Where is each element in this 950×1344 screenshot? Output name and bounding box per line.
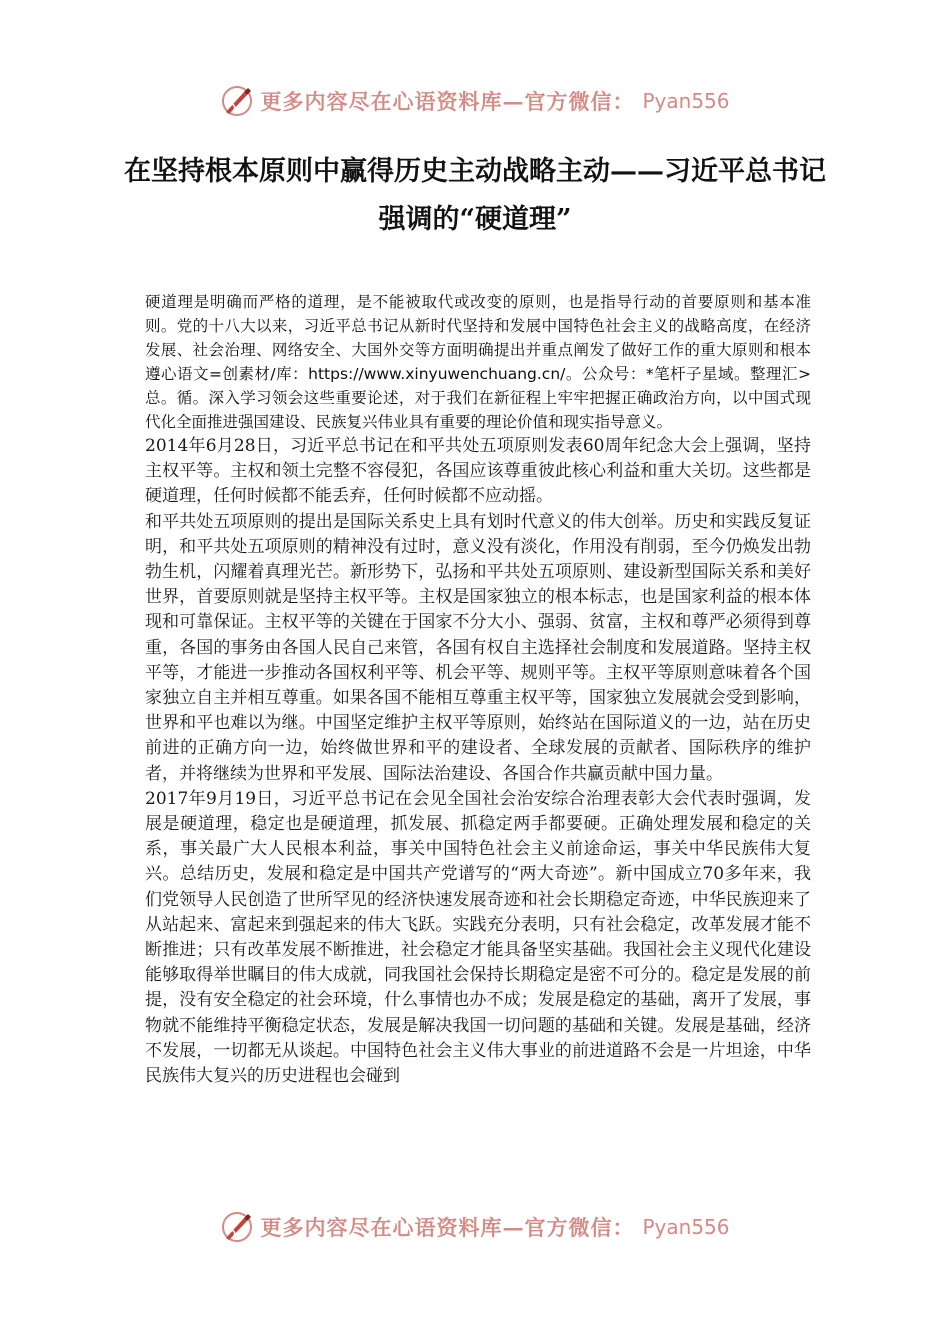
article-summary: 硬道理是明确而严格的道理，是不能被取代或改变的原则，也是指导行动的首要原则和基本准则。党的十八大以来，习近平总书记从新时代坚持和发展中国特色社会主义的战略高度，在经济发展、社会治理、网络安全、大国外交等方面明确提出并重点阐发了做好工作的重大原则和根本遵心语文=创素材/库：https://www.xinyuwenchuang.cn/。公众号：*笔杆子星域。整理汇>总。循。深入学习领会这些重要论述，对于我们在新征程上牢牢把握正确政治方向，以中国式现代化全面推进强国建设、民族复兴伟业具有重要的理论价值和现实指导意义。 xyxy=(145,293,811,431)
banner-text: 更多内容尽在心语资料库—官方微信： xyxy=(260,1215,635,1240)
footer-banner xyxy=(0,1210,950,1244)
wechat-id: Pyan556 xyxy=(642,1215,730,1239)
article-paragraph: 2017年9月19日，习近平总书记在会见全国社会治安综合治理表彰大会代表时强调，发展是硬道理，稳定也是硬道理，抓发展、抓稳定两手都要硬。正确处理发展和稳定的关系，事关最广大人民根本利益，事关中国特色社会主义前途命运，事关中华民族伟大复兴。总结历史，发展和稳定是中国共产党谱写的“两大奇迹”。新中国成立70多年来，我们党领导人民创造了世所罕见的经济快速发展奇迹和社会长期稳定奇迹，中华民族迎来了从站起来、富起来到强起来的伟大飞跃。实践充分表明，只有社会稳定，改革发展才能不断推进；只有改革发展不断推进，社会稳定才能具备坚实基础。我国社会主义现代化建设能够取得举世瞩目的伟大成就，同我国社会保持长期稳定是密不可分的。稳定是发展的前提，没有安全稳定的社会环境，什么事情也办不成；发展是稳定的基础，离开了发展，事物就不能维持平衡稳定状态，发展是解决我国一切问题的基础和关键。发展是基础，经济不发展，一切都无从谈起。中国特色社会主义伟大事业的前进道路不会是一片坦途，中华民族伟大复兴的历史进程也会碰到 xyxy=(145,788,811,1087)
pen-circle-logo-icon xyxy=(220,1210,254,1244)
header-banner xyxy=(0,84,950,118)
pen-circle-logo-icon xyxy=(220,84,254,118)
banner-text: 更多内容尽在心语资料库—官方微信： xyxy=(260,89,635,114)
wechat-id: Pyan556 xyxy=(642,89,730,113)
article-paragraph: 2014年6月28日，习近平总书记在和平共处五项原则发表60周年纪念大会上强调，坚持主权平等。主权和领土完整不容侵犯，各国应该尊重彼此核心利益和重大关切。这些都是硬道理，任何时候都不能丢弃，任何时候都不应动摇。 xyxy=(145,436,811,507)
article-body xyxy=(145,290,811,1089)
article-paragraph: 和平共处五项原则的提出是国际关系史上具有划时代意义的伟大创举。历史和实践反复证明，和平共处五项原则的精神没有过时，意义没有淡化，作用没有削弱，至今仍焕发出勃勃生机，闪耀着真理光芒。新形势下，弘扬和平共处五项原则、建设新型国际关系和美好世界，首要原则就是坚持主权平等。主权是国家独立的根本标志，也是国家利益的根本体现和可靠保证。主权平等的关键在于国家不分大小、强弱、贫富，主权和尊严必须得到尊重，各国的事务由各国人民自己来管，各国有权自主选择社会制度和发展道路。坚持主权平等，才能进一步推动各国权利平等、机会平等、规则平等。主权平等原则意味着各个国家独立自主并相互尊重。如果各国不能相互尊重主权平等，国家独立发展就会受到影响，世界和平也难以为继。中国坚定维护主权平等原则，始终站在国际道义的一边，站在历史前进的正确方向一边，始终做世界和平的建设者、全球发展的贡献者、国际秩序的维护者，并将继续为世界和平发展、国际法治建设、各国合作共赢贡献中国力量。 xyxy=(145,511,811,784)
page-title: 在坚持根本原则中赢得历史主动战略主动——习近平总书记强调的“硬道理” xyxy=(124,156,826,235)
